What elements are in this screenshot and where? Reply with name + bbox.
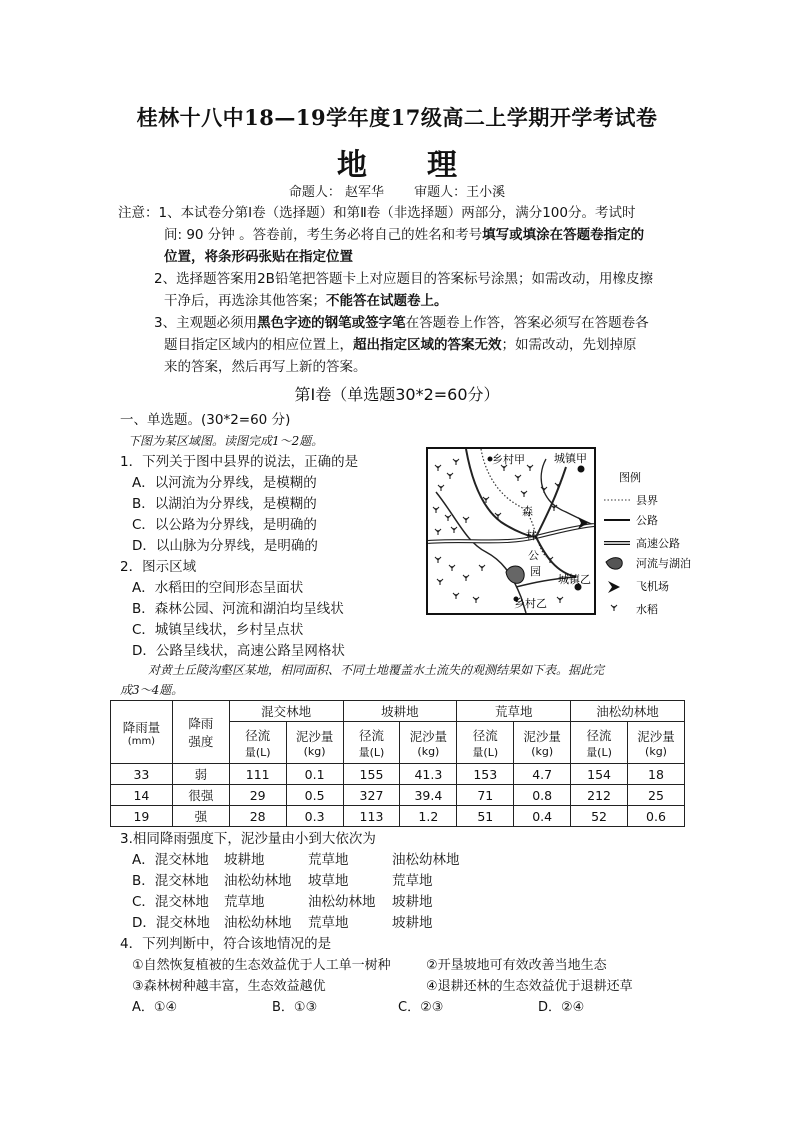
notice-line: [164, 334, 653, 356]
group-header: 坡耕地: [343, 701, 457, 722]
subject-char-2: 理: [427, 148, 457, 183]
cell: 28: [229, 806, 286, 827]
option-part: 油松幼林地: [392, 852, 460, 868]
group-header: 混交林地: [229, 701, 343, 722]
sub-a: 径流: [586, 727, 612, 743]
legend-highway: 高速公路: [636, 537, 680, 550]
statement: ④退耕还林的生态效益优于退耕还草: [426, 979, 633, 994]
cell: 14: [111, 785, 173, 806]
legend-county: 县界: [636, 494, 658, 507]
sub-a: 径流: [472, 727, 498, 743]
table-row: [111, 785, 685, 806]
authors-line: [0, 181, 794, 200]
option-part: A．混交林地: [132, 852, 209, 868]
option-part: 荒草地: [224, 894, 265, 910]
notice-prefix: 注意：: [118, 205, 159, 221]
option-part: B．混交林地: [132, 873, 209, 889]
legend-title: 图例: [619, 471, 641, 484]
option-part: C．混交林地: [132, 894, 209, 910]
option-part: 油松幼林地: [224, 915, 292, 931]
map-label-town-a: 城镇甲: [554, 452, 587, 465]
notice-item-2b-bold: 不能答在试题卷上。: [326, 293, 448, 309]
map-label-town-b: 城镇乙: [558, 573, 591, 586]
cell: 39.4: [400, 785, 457, 806]
legend-road: 公路: [636, 514, 658, 527]
sub-header-sediment: [286, 722, 343, 764]
sub-b: (kg): [417, 745, 440, 758]
notice-line: [154, 312, 653, 334]
cell: 很强: [172, 785, 229, 806]
sub-header-runoff: [229, 722, 286, 764]
option: D．②④: [538, 1000, 585, 1015]
header-rain-label: 降雨量: [122, 719, 161, 735]
sub-header-runoff: [571, 722, 628, 764]
notice-item-2b: 干净后，再选涂其他答案；: [164, 293, 326, 309]
cell: 154: [571, 764, 628, 785]
header-intensity: [172, 701, 229, 764]
option-part: 坡草地: [308, 873, 349, 889]
cell: 327: [343, 785, 400, 806]
sub-a: 泥沙量: [295, 729, 334, 744]
group-header: 油松幼林地: [571, 701, 685, 722]
map-label-park-2: 园: [530, 565, 541, 578]
sub-a: 泥沙量: [409, 729, 448, 744]
notice-item-3c: 来的答案，然后再写上新的答案。: [164, 359, 367, 375]
table-row: [111, 764, 685, 785]
sub-a: 径流: [245, 727, 271, 743]
table-intro-b: 成3～4题。: [120, 683, 184, 697]
subject-char-1: 地: [337, 148, 367, 183]
statement: ②开垦坡地可有效改善当地生态: [426, 958, 607, 973]
town-dot: [578, 466, 585, 473]
map-label-village-a: 乡村甲: [492, 453, 525, 466]
sub-b: 量(L): [586, 745, 612, 759]
map-label-park-1: 公: [528, 549, 539, 562]
notice-item-3b2: ；如需改动，先划掉原: [501, 337, 637, 353]
part-heading: 一、单选题。(30*2=60 分): [120, 412, 291, 428]
notice-item-3a-bold: 黑色字迹的钢笔或签字笔: [257, 315, 406, 331]
cell: 153: [457, 764, 514, 785]
notice-item-1c-bold: 位置，将条形码张贴在指定位置: [164, 249, 353, 265]
sub-b: 量(L): [358, 745, 385, 759]
section-title: 第Ⅰ卷（单选题30*2=60分）: [294, 385, 500, 404]
option-part: 荒草地: [392, 873, 433, 889]
option-part: 坡耕地: [224, 852, 265, 868]
group-header: 荒草地: [457, 701, 571, 722]
region-map: [426, 447, 696, 617]
map-label-forest-2: 林: [526, 529, 537, 542]
notice-item-1b-bold: 填写或填涂在答题卷指定的: [482, 227, 645, 243]
option-part: D．混交林地: [132, 915, 210, 931]
option: A．①④: [132, 1000, 178, 1015]
cell: 0.6: [628, 806, 685, 827]
notice-item-1b: 间: 90 分钟 。答卷前，考生务必将自己的姓名和考号: [164, 227, 483, 243]
notice-item-3b-bold: 超出指定区域的答案无效: [353, 337, 502, 353]
sub-header-sediment: [628, 722, 685, 764]
cell: 0.3: [286, 806, 343, 827]
cell: 19: [111, 806, 173, 827]
option-part: 坡耕地: [392, 894, 433, 910]
cell: 29: [229, 785, 286, 806]
cell: 33: [111, 764, 173, 785]
sub-header-sediment: [400, 722, 457, 764]
option-part: 荒草地: [308, 915, 349, 931]
sub-a: 径流: [358, 727, 384, 743]
legend-river-lake: 河流与湖泊: [636, 557, 691, 570]
notice-item-3a2: 在答题卷上作答，答案必须写在答题卷各: [405, 315, 649, 331]
sub-header-sediment: [514, 722, 571, 764]
cell: 52: [571, 806, 628, 827]
option: A．以河流为分界线，是模糊的: [132, 475, 317, 491]
cell: 0.8: [514, 785, 571, 806]
question-4: [120, 934, 331, 955]
cell: 1.2: [400, 806, 457, 827]
option: A．水稻田的空间形态呈面状: [132, 580, 304, 596]
option: B．森林公园、河流和湖泊均呈线状: [132, 601, 344, 617]
sub-b: (kg): [645, 745, 667, 758]
statement: ③森林树种越丰富，生态效益越优: [132, 979, 326, 994]
notice-line: [154, 268, 653, 290]
statement: ①自然恢复植被的生态效益优于人工单一树种: [132, 958, 391, 973]
sub-a: 泥沙量: [523, 729, 561, 744]
legend-rice-icon: [611, 605, 617, 611]
header-intensity-2: 强度: [188, 734, 214, 749]
question-stem: 4．下列判断中，符合该地情况的是: [120, 936, 332, 952]
question-stem: 2．图示区域: [120, 559, 197, 575]
notice-item-3a1: 3、主观题必须用: [154, 315, 258, 331]
notice-block: [118, 202, 653, 378]
option-part: 油松幼林地: [308, 894, 376, 910]
cell: 强: [172, 806, 229, 827]
option: C．以公路为分界线，是明确的: [132, 517, 317, 533]
cell: 4.7: [514, 764, 571, 785]
legend-airport-icon: [608, 581, 620, 593]
notice-line: [164, 290, 653, 312]
sub-b: (kg): [531, 745, 554, 758]
notice-line: [118, 202, 653, 224]
header-intensity-1: 降雨: [188, 716, 214, 731]
map-intro: 下图为某区域图。读图完成1～2题。: [128, 434, 324, 448]
header-rain-unit: (mm): [127, 735, 156, 747]
notice-line: [164, 246, 653, 268]
table-row: [111, 806, 685, 827]
erosion-table: [110, 700, 685, 827]
option: B．①③: [272, 1000, 318, 1015]
question-3: [120, 829, 376, 850]
legend-rice: 水稻: [636, 603, 658, 616]
option: B．以湖泊为分界线，是模糊的: [132, 496, 317, 512]
sub-b: (kg): [303, 745, 326, 758]
map-label-village-b: 乡村乙: [514, 597, 547, 610]
header-rain: [111, 701, 173, 764]
cell: 弱: [172, 764, 229, 785]
notice-item-2a: 2、选择题答案用2B铅笔把答题卡上对应题目的答案标号涂黑；如需改动，用橡皮擦: [154, 271, 653, 287]
cell: 212: [571, 785, 628, 806]
option-part: 坡耕地: [392, 915, 433, 931]
cell: 41.3: [400, 764, 457, 785]
option: D．公路呈线状，高速公路呈网格状: [132, 643, 345, 659]
cell: 0.4: [514, 806, 571, 827]
sub-a: 泥沙量: [637, 729, 675, 744]
author: 命题人： 赵军华: [288, 185, 385, 200]
question-stem: 3.相同降雨强度下，泥沙量由小到大依次为: [120, 831, 376, 847]
sub-b: 量(L): [244, 745, 271, 759]
notice-line: [164, 356, 653, 378]
notice-item-1a: 1、本试卷分第Ⅰ卷（选择题）和第Ⅱ卷（非选择题）两部分，满分100分。考试时: [158, 205, 636, 221]
cell: 111: [229, 764, 286, 785]
cell: 18: [628, 764, 685, 785]
notice-line: [164, 224, 653, 246]
cell: 155: [343, 764, 400, 785]
legend-lake-icon: [606, 558, 622, 569]
sub-header-runoff: [457, 722, 514, 764]
sub-b: 量(L): [472, 745, 499, 759]
cell: 113: [343, 806, 400, 827]
option-part: 油松幼林地: [224, 873, 292, 889]
notice-item-3b1: 题目指定区域内的相应位置上，: [164, 337, 353, 353]
cell: 71: [457, 785, 514, 806]
table-intro-a: 对黄土丘陵沟壑区某地，相同面积、不同土地覆盖水土流失的观测结果如下表。据此完: [148, 663, 605, 677]
question-1: [120, 452, 358, 557]
option: D．以山脉为分界线，是明确的: [132, 538, 318, 554]
option-part: 荒草地: [308, 852, 349, 868]
cell: 0.5: [286, 785, 343, 806]
subject-title: [0, 140, 794, 184]
sub-header-runoff: [343, 722, 400, 764]
reviewer: 审题人：王小溪: [414, 185, 506, 200]
map-label-forest-1: 森: [522, 505, 533, 518]
question-stem: 1．下列关于图中县界的说法，正确的是: [120, 454, 359, 470]
question-2: [120, 557, 345, 662]
cell: 0.1: [286, 764, 343, 785]
exam-title: 桂林十八中18—19学年度17级高二上学期开学考试卷: [136, 105, 658, 130]
cell: 51: [457, 806, 514, 827]
option: C．②③: [398, 1000, 444, 1015]
cell: 25: [628, 785, 685, 806]
option: C．城镇呈线状，乡村呈点状: [132, 622, 304, 638]
legend-airport: 飞机场: [636, 580, 669, 593]
